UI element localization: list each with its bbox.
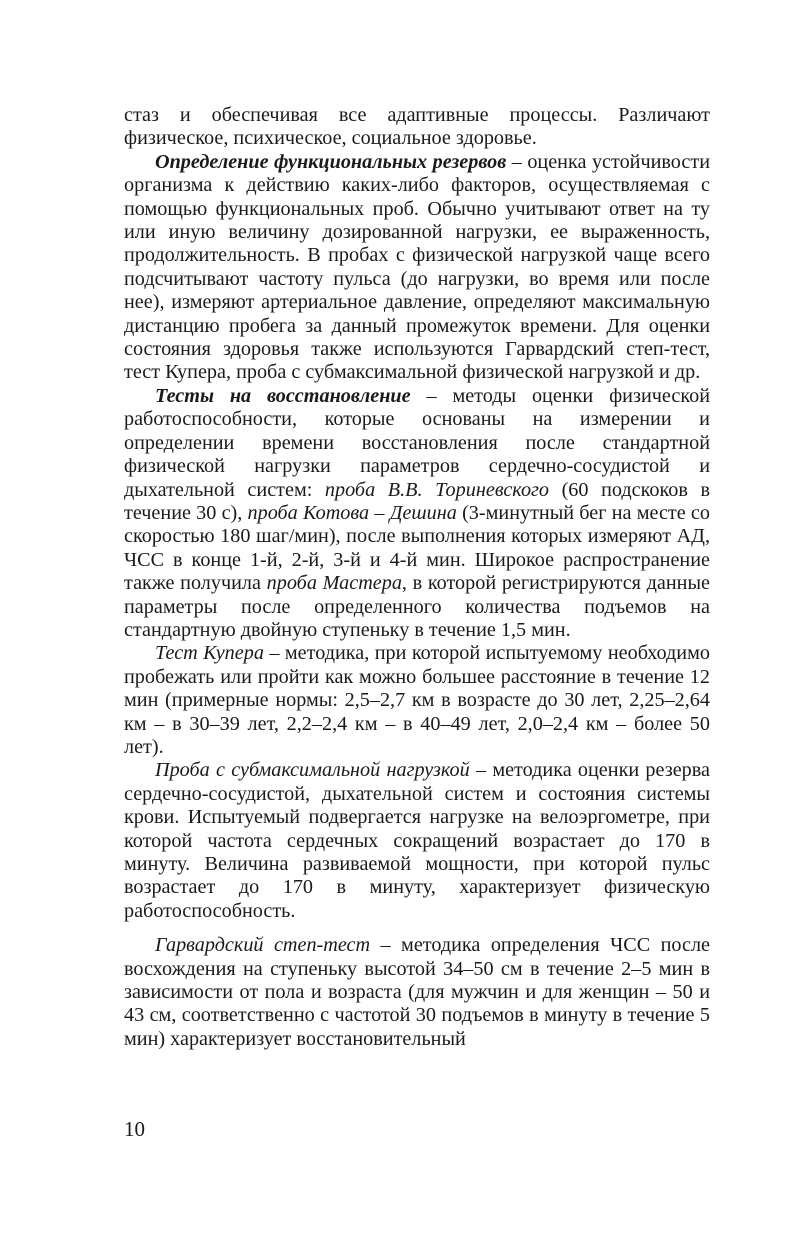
paragraph-harvard-step-test (124, 934, 710, 1051)
paragraph-cooper-test-text: – методика, при которой испытуемому необходимо пробежать или пройти как можно большее расстояние в течение 12 мин (примерные нормы: 2,5–2,7 км в возрасте до 30 лет, 2,25–2,64 км – в 30–39 лет, 2,2–2,4 км – в 40–49 лет, 2,0–2,4 км – более 50 лет). (124, 642, 710, 758)
recovery-tests-text-3: (3-минутный бег на месте со скоростью 180 шаг/мин), после выполнения которых измеряют АД, ЧСС в конце 1-й, 2-й, 3-й и 4-й мин. Широкое распространение также получила (124, 501, 710, 595)
paragraph-intro-text: стаз и обеспечивая все адаптивные процессы. Различают физическое, психическое, социальное здоровье. (124, 104, 710, 150)
paragraph-submax-test-text: – методика оценки резерва сердечно-сосудистой, дыхательной систем и состояния системы крови. Испытуемый подвергается нагрузке на велоэргометре, при которой частота сердечных сокращений возрастает до 170 в минуту. Величина развиваемой мощности, при которой пульс возрастает до 170 в минуту, характеризует физическую работоспособность. (124, 759, 710, 922)
recovery-tests-text-4: , в которой регистрируются данные параметры после определенного количества подъемов на стандартную двойную ступеньку в течение 1,5 мин. (124, 572, 710, 641)
paragraph-submax-test (124, 759, 710, 923)
recovery-tests-text-1: – методы оценки физической работоспособности, которые основаны на измерении и определении времени восстановления после стандартной физической нагрузки параметров сердечно-сосудистой и дыхательной систем: (124, 384, 710, 501)
page-number: 10 (124, 1117, 145, 1141)
term-torinevsky-test: проба В.В. Ториневского (324, 478, 550, 501)
paragraph-recovery-tests (124, 385, 710, 642)
term-functional-reserves: Определение функциональных резервов (155, 150, 507, 173)
recovery-tests-text-2: (60 подскоков в течение 30 с), (124, 478, 710, 524)
paragraph-cooper-test (124, 642, 710, 759)
term-recovery-tests: Тесты на восстановление (155, 384, 411, 407)
paragraph-intro (124, 104, 710, 151)
term-harvard-step-test: Гарвардский степ-тест (155, 934, 371, 957)
term-kotov-deshin-test: проба Котова – Дешина (247, 501, 457, 524)
term-master-test: проба Мастера (266, 572, 402, 595)
page-body (124, 104, 710, 1051)
term-cooper-test: Тест Купера (155, 642, 264, 665)
term-submax-test: Проба с субмаксимальной нагрузкой (155, 759, 470, 782)
paragraph-functional-reserves (124, 151, 710, 385)
paragraph-harvard-step-test-text: – методика определения ЧСС после восхождения на ступеньку высотой 34–50 см в течение 2–5 мин в зависимости от пола и возраста (для мужчин и для женщин – 50 и 43 см, соответственно с частотой 30 подъемов в минуту в течение 5 мин) характеризует восстановительный (124, 934, 710, 1050)
paragraph-functional-reserves-text: – оценка устойчивости организма к действию каких-либо факторов, осуществляемая с помощью функциональных проб. Обычно учитывают ответ на ту или иную величину дозированной нагрузки, ее выраженность, продолжительность. В пробах с физической нагрузкой чаще всего подсчитывают частоту пульса (до нагрузки, во время или после нее), измеряют артериальное давление, определяют максимальную дистанцию пробега за данный промежуток времени. Для оценки состояния здоровья также используются Гарвардский степ-тест, тест Купера, проба с субмаксимальной физической нагрузкой и др. (124, 150, 710, 384)
